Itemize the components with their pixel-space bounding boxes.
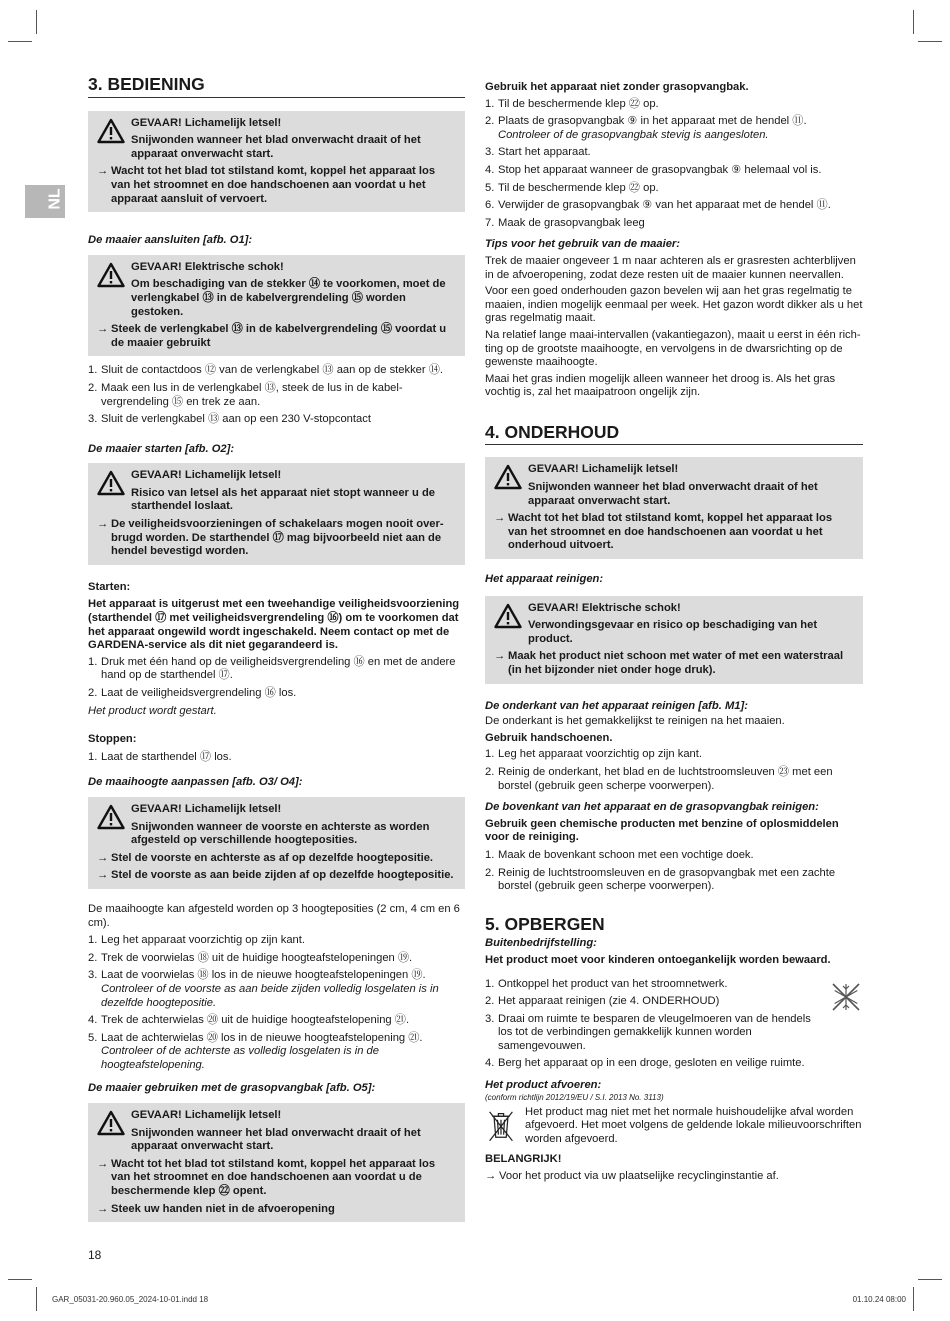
- footer-file: GAR_05031-20.960.05_2024-10-01.indd 18: [52, 1295, 209, 1304]
- disposal-block: [485, 1106, 863, 1147]
- storage-steps: [485, 978, 863, 1072]
- warning-body: Risico van letsel als het apparaat niet stopt wanneer u de starthendel loslaat.: [131, 486, 436, 513]
- warning-triangle-icon: [97, 804, 125, 830]
- list-item: 1. Maak de bovenkant schoon met een vochtige doek.: [485, 848, 754, 861]
- disposal-reference: (conform richtlijn 2012/19/EU / S.I. 2013 No. 3113): [485, 1092, 664, 1102]
- important-note: → Voor het product via uw plaatselijke recyclinginstantie af.: [485, 1170, 779, 1183]
- list-item: 2. Plaats de grasopvangbak ⑨ in het apparaat met de hendel ⑪. Controleer of de grasopvangbak stevig is aangesloten.: [485, 115, 807, 141]
- crop-mark: [913, 1287, 914, 1311]
- label-starting: Starten:: [88, 580, 131, 593]
- warning-title: GEVAAR! Elektrische schok!: [528, 601, 681, 614]
- warning-triangle-icon: [97, 470, 125, 496]
- warning-action: Maak het product niet schoon met water of met een waterstraal (in het bijzonder niet onder hoge druk).: [508, 650, 844, 676]
- catcher-steps: [485, 98, 863, 231]
- crop-mark: [8, 41, 32, 42]
- list-item: 6. Verwijder de grasopvangbak ⑨ van het apparaat met de hendel ⑪.: [485, 199, 831, 212]
- subsection-title: Buitenbedrijfstelling:: [485, 937, 597, 950]
- list-item: 7. Maak de grasopvangbak leeg: [485, 216, 645, 229]
- arrow-icon: →: [494, 650, 506, 663]
- list-item: 2. Reinig de onderkant, het blad en de luchtstroomsleuven ㉓ met een borstel (gebruik geen scherpe voorwerpen).: [485, 765, 833, 792]
- language-tab: [25, 185, 65, 218]
- under-intro: De onderkant is het gemakkelijkst te reinigen na het maaien.: [485, 715, 785, 728]
- list-item: 4. Trek de achterwielas ⑳ uit de huidige hoogteafstelopening ㉑.: [88, 1014, 410, 1027]
- warning-box-electric: [485, 596, 863, 684]
- warning-triangle-icon: [97, 262, 125, 288]
- arrow-icon: →: [494, 512, 506, 525]
- list-item: 3. Draai om ruimte te besparen de vleugelmoeren van de hendels los tot de verbindingen gemakkelijk kunnen worden samengevouwen.: [485, 1012, 811, 1052]
- storage-warning: Het product moet voor kinderen ontoegankelijk worden bewaard.: [485, 953, 831, 966]
- warning-triangle-icon: [97, 1110, 125, 1136]
- warning-box-injury: [88, 797, 465, 889]
- warning-body: Verwondingsgevaar en risico op beschadiging van het product.: [528, 619, 818, 645]
- starting-result: Het product wordt gestart.: [88, 704, 217, 717]
- disposal-text: Het product mag niet met het normale huishoudelijke afval worden afgevoerd. Het moet volgens de geldende lokale milieuvoorschriften worden afgevoerd.: [525, 1105, 862, 1145]
- tip-paragraph: Maai het gras indien mogelijk alleen wanneer het droog is. Als het gras vochtig is, zal het maaipatroon ongelijk zijn.: [485, 372, 836, 399]
- warning-box-electric: [88, 255, 465, 357]
- list-item: 2. Laat de veiligheidsvergrendeling ⑯ los.: [88, 687, 297, 699]
- arrow-icon: →: [485, 1170, 497, 1183]
- under-gloves: Gebruik handschoenen.: [485, 731, 613, 744]
- section-heading-storage: 5. OPBERGEN: [485, 913, 605, 934]
- top-warning: Gebruik geen chemische producten met benzine of oplosmiddelen voor de reiniging.: [485, 817, 839, 844]
- list-item: 2. Maak een lus in de verlengkabel ⑬, steek de lus in de kabelvergrendeling ⑮ en trek ze aan.: [88, 381, 403, 408]
- warning-box-injury: [88, 111, 465, 213]
- list-item: 1. Leg het apparaat voorzichtig op zijn kant.: [485, 748, 702, 761]
- warning-triangle-icon: [494, 603, 522, 629]
- subsection-title: De maaihoogte aanpassen [afb. O3/ O4]:: [88, 776, 303, 789]
- list-item: 1. Til de beschermende klep ㉒ op.: [485, 97, 659, 110]
- starting-intro: Het apparaat is uitgerust met een tweehandige veiligheidsvoorziening (starthendel ⑰ met veiligheidsvergrendeling ⑯) om te voorkomen dat het apparaat ongewild wordt ingeschakeld. Neem contact op met de GARDENA-service als dit niet gegarandeerd is.: [88, 598, 460, 652]
- left-column: [88, 74, 465, 1222]
- list-item: 1. Laat de starthendel ⑰ los.: [88, 750, 232, 763]
- subsection-title: De maaier starten [afb. O2]:: [88, 442, 235, 455]
- warning-body: Om beschadiging van de stekker ⑭ te voorkomen, moet de verlengkabel ⑬ in de kabelvergrendeling ⑮ worden gestoken.: [131, 278, 446, 318]
- warning-title: GEVAAR! Lichamelijk letsel!: [131, 1109, 282, 1122]
- warning-action: Wacht tot het blad tot stilstand komt, koppel het apparaat los van het stroomnet en doe handschoenen aan voordat u de beschermende klep ㉒ opent.: [111, 1157, 436, 1198]
- warning-title: GEVAAR! Lichamelijk letsel!: [131, 802, 282, 815]
- tip-paragraph: Voor een goed onderhouden gazon bevelen wij aan het gras regelmatig te maaien, indien mogelijk eenmaal per week. Het gazon wordt dikker als u het gras regelmatig maait.: [485, 285, 863, 325]
- warning-box-injury: [88, 463, 465, 565]
- warning-triangle-icon: [494, 464, 522, 490]
- warning-body: Snijwonden wanneer het blad onverwacht draait of het apparaat onverwacht start.: [131, 1126, 421, 1153]
- arrow-icon: →: [97, 1157, 109, 1170]
- under-steps: [485, 748, 863, 793]
- list-item: 3. Start het apparaat.: [485, 146, 591, 159]
- tip-paragraph: Trek de maaier ongeveer 1 m naar achteren als er grasresten achterblijven in de afvoeropening, zodat deze resten uit de maaier kunnen neervallen.: [485, 254, 856, 281]
- starting-steps: [88, 656, 465, 701]
- subsection-title: De bovenkant van het apparaat en de grasopvangbak reinigen:: [485, 801, 819, 814]
- crop-mark: [918, 1279, 942, 1280]
- warning-body: Snijwonden wanneer het blad onverwacht draait of het apparaat onverwacht start.: [131, 134, 421, 160]
- subsection-title: De maaier gebruiken met de grasopvangbak [afb. O5]:: [88, 1082, 376, 1095]
- arrow-icon: →: [97, 1202, 109, 1215]
- list-item: 5. Laat de achterwielas ⑳ los in de nieuwe hoogteafstelopening ㉑. Controleer of de achterste as volledig losgelaten is in de hoogteafstelopening.: [88, 1031, 423, 1071]
- crop-mark: [8, 1279, 32, 1280]
- warning-title: GEVAAR! Lichamelijk letsel!: [131, 116, 282, 129]
- label-stopping: Stoppen:: [88, 733, 137, 746]
- subsection-title: Tips voor het gebruik van de maaier:: [485, 238, 681, 251]
- crop-mark: [918, 41, 942, 42]
- warning-action: Stel de voorste en achterste as af op dezelfde hoogtepositie.: [111, 851, 434, 864]
- arrow-icon: →: [97, 165, 109, 178]
- list-item: 1. Sluit de contactdoos ⑫ van de verlengkabel ⑬ aan op de stekker ⑭.: [88, 364, 444, 377]
- list-item: 5. Til de beschermende klep ㉒ op.: [485, 181, 659, 194]
- list-item: 1. Leg het apparaat voorzichtig op zijn kant.: [88, 934, 305, 947]
- crop-mark: [36, 10, 37, 34]
- arrow-icon: →: [97, 869, 109, 882]
- top-steps: [485, 849, 863, 894]
- list-item: 3. Sluit de verlengkabel ⑬ aan op een 230 V-stopcontact: [88, 413, 371, 426]
- warning-title: GEVAAR! Lichamelijk letsel!: [528, 463, 679, 476]
- list-item: 1. Druk met één hand op de veiligheidsvergrendeling ⑯ en met de andere hand op de starthendel ⑰.: [88, 655, 456, 682]
- warning-action: Stel de voorste as aan beide zijden af op dezelfde hoogtepositie.: [111, 869, 454, 882]
- stopping-steps: [88, 751, 465, 765]
- list-item: 2. Trek de voorwielas ⑱ uit de huidige hoogteafstelopeningen ⑲.: [88, 951, 413, 964]
- subsection-title: Het product afvoeren:: [485, 1079, 602, 1092]
- height-intro: De maaihoogte kan afgesteld worden op 3 hoogteposities (2 cm, 4 cm en 6 cm).: [88, 902, 460, 929]
- arrow-icon: →: [97, 851, 109, 864]
- subsection-title: De maaier aansluiten [afb. O1]:: [88, 234, 253, 247]
- warning-action: Wacht tot het blad tot stilstand komt, koppel het apparaat los van het stroomnet en doe handschoenen aan voordat u het onderhoud uitvoert.: [508, 512, 833, 552]
- arrow-icon: →: [97, 518, 109, 531]
- warning-triangle-icon: [97, 118, 125, 144]
- frost-protection-icon: [831, 982, 861, 1012]
- list-item: 4. Berg het apparaat op in een droge, gesloten en veilige ruimte.: [485, 1057, 805, 1070]
- warning-action: Steek uw handen niet in de afvoeropening: [111, 1202, 335, 1215]
- list-item: 4. Stop het apparaat wanneer de grasopvangbak ⑨ helemaal vol is.: [485, 163, 822, 176]
- arrow-icon: →: [97, 323, 109, 336]
- tip-paragraph: Na relatief lange maai-intervallen (vakantiegazon), maait u eerst in één richting op de grootste maaihoogte, en vervolgens in de dwarsrichting op de gewenste maaihoogte.: [485, 328, 861, 369]
- important-label: BELANGRIJK!: [485, 1153, 562, 1166]
- warning-box-injury: [88, 1103, 465, 1222]
- subsection-title: Het apparaat reinigen:: [485, 573, 604, 586]
- page-number: 18: [88, 1248, 102, 1262]
- list-item: 2. Het apparaat reinigen (zie 4. ONDERHOUD): [485, 995, 720, 1008]
- warning-action: De veiligheidsvoorzieningen of schakelaars mogen nooit overbrugd worden. De starthendel ⑰ mag bijvoorbeeld niet aan de hendel bevestigd worden.: [111, 518, 444, 558]
- footer-date: 01.10.24 08:00: [852, 1295, 906, 1304]
- warning-action: Wacht tot het blad tot stilstand komt, koppel het apparaat los van het stroomnet en doe handschoenen aan voordat u het apparaat aansluit of vervoert.: [111, 165, 436, 205]
- connect-steps: [88, 364, 465, 426]
- section-heading-maintenance: 4. ONDERHOUD: [485, 426, 863, 446]
- subsection-title: De onderkant van het apparaat reinigen [afb. M1]:: [485, 699, 748, 712]
- list-item: 3. Laat de voorwielas ⑱ los in de nieuwe hoogteafstelopeningen ⑲. Controleer of de voorste as aan beide zijden volledig losgelaten is in dezelfde hoogtepositie.: [88, 969, 439, 1009]
- crossed-bin-icon: [487, 1108, 515, 1142]
- list-item: 2. Reinig de luchtstroomsleuven en de grasopvangbak met een zachte borstel (gebruik geen scherpe voorwerpen).: [485, 866, 836, 893]
- right-column: [485, 81, 863, 1184]
- height-steps: [88, 934, 465, 1072]
- warning-title: GEVAAR! Elektrische schok!: [131, 260, 284, 273]
- warning-title: GEVAAR! Lichamelijk letsel!: [131, 469, 282, 482]
- storage-block: [485, 978, 863, 1072]
- crop-mark: [36, 1287, 37, 1311]
- warning-body: Snijwonden wanneer de voorste en achterste as worden afgesteld op verschillende hoogteposities.: [131, 820, 430, 847]
- warning-body: Snijwonden wanneer het blad onverwacht draait of het apparaat onverwacht start.: [528, 481, 818, 507]
- crop-mark: [913, 10, 914, 34]
- warning-action: Steek de verlengkabel ⑬ in de kabelvergrendeling ⑮ voordat u de maaier gebruikt: [111, 323, 447, 349]
- warning-box-injury: [485, 457, 863, 559]
- section-heading-operation: 3. BEDIENING: [88, 78, 465, 98]
- language-code: NL: [46, 188, 64, 210]
- no-catcher-warning: Gebruik het apparaat niet zonder grasopvangbak.: [485, 81, 749, 93]
- list-item: 1. Ontkoppel het product van het stroomnetwerk.: [485, 977, 728, 990]
